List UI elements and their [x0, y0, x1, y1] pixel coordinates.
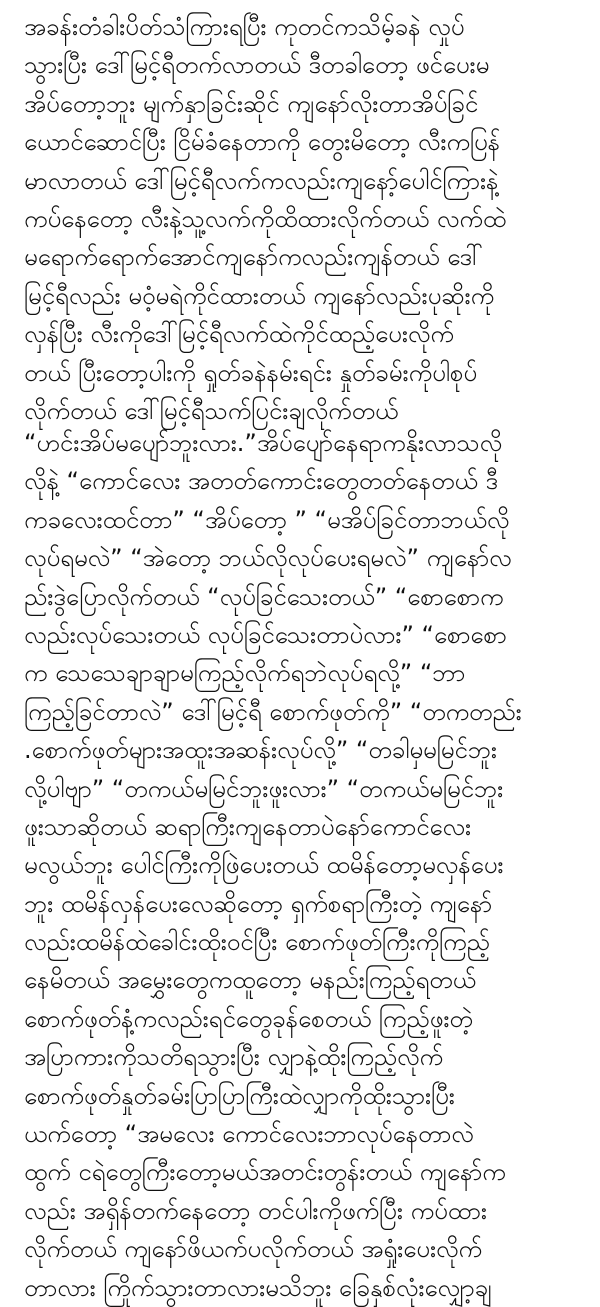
- text-line: အိပ်တော့ဘူး မျက်နှာခြင်းဆိုင် ကျနော်လိုးတာအိပ်ခြင်: [24, 89, 479, 118]
- text-line: ယောင်ဆောင်ပြီး ငြိမ်ခံနေတာကို တွေးမိတော့ လီးကပြန်: [24, 128, 501, 157]
- paragraph: [24, 8, 580, 430]
- text-line: “ဟင်းအိပ်မပျော်ဘူးလား.”အိပ်ပျော်နေရာကနိုးလာသလို: [24, 429, 503, 457]
- text-line: လို့ပါဗျာ” “တကယ်မမြင်ဘူးဖူးလား” “တကယ်မမြင်ဘူး: [24, 774, 504, 803]
- text-line: ယက်တော့ “အမလေး ကောင်လေးဘာလုပ်နေတာလဲ: [24, 1120, 474, 1149]
- text-line: တာလား ကြိုက်သွားတာလားမသိဘူး ခြေနှစ်လုံးလျှော့ချ: [24, 1273, 492, 1302]
- text-line: လိုက်တယ် ဒေါ်မြင့်ရီသက်ပြင်းချလိုက်တယ်: [24, 396, 399, 425]
- text-line: က သေသေချာချာမကြည့်လိုက်ရဘဲလုပ်ရလို့” “ဘာ: [24, 659, 466, 688]
- text-line: သွားပြီး ဒေါ်မြင့်ရီတက်လာတယ် ဒီတခါတော့ ဖင်ပေးမ: [24, 51, 490, 80]
- text-line: မရောက်ရောက်အောင်ကျနော်ကလည်းကျန်တယ် ဒေါ်: [24, 243, 483, 272]
- paragraph: [24, 424, 580, 1307]
- text-line: မလွယ်ဘူး ပေါင်ကြီးကိုဖြဲပေးတယ် ထမိန်တော့မလှန်ပေး: [24, 851, 504, 880]
- text-line: လှန်ပြီး လီးကိုဒေါ်မြင့်ရီလက်ထဲကိုင်ထည့်ပေးလိုက်: [24, 320, 454, 349]
- text-line: ထွက် ငရဲတွေကြီးတော့မယ်အတင်းတွန်းတယ် ကျနော်က: [24, 1158, 506, 1187]
- text-line: တယ် ပြီးတော့ပါးကို ရှုတ်ခနဲနမ်းရင်း နှုတ်ခမ်းကိုပါစုပ်: [24, 358, 478, 387]
- text-line: မာလာတယ် ဒေါ်မြင့်ရီလက်ကလည်းကျနော့်ပေါင်ကြားနဲ့: [24, 166, 499, 195]
- text-line: ဘူး ထမိန်လှန်ပေးလေဆိုတော့ ရှက်စရာကြီးတဲ့ ကျနော်: [24, 889, 493, 918]
- text-line: မြင့်ရီလည်း မဝံ့မရဲကိုင်ထားတယ် ကျနော်လည်းပုဆိုးကို: [24, 281, 495, 310]
- text-line: ကြည့်ခြင်တာလဲ” ဒေါ်မြင့်ရီ စောက်ဖုတ်ကို” “တကတည်း: [24, 697, 522, 726]
- text-line: ကပ်နေတော့ လီးနဲ့သူ့လက်ကိုထိထားလိုက်တယ် လက်ထဲ: [24, 204, 507, 233]
- text-line: အပြာကားကိုသတိရသွားပြီး လျှာနဲ့ထိုးကြည့်လိုက်: [24, 1043, 444, 1072]
- text-line: လည်းထမိန်ထဲခေါင်းထိုးဝင်ပြီး စောက်ဖုတ်ကြီးကိုကြည့်: [24, 928, 490, 957]
- text-line: လိုနဲ့ “ကောင်လေး အတတ်ကောင်းတွေတတ်နေတယ် ဒီ: [24, 467, 498, 496]
- text-line: .စောက်ဖုတ်များအထူးအဆန်းလုပ်လို့” “တခါမှမမြင်ဘူး: [24, 736, 498, 765]
- text-line: နေမိတယ် အမွှေးတွေကထူတော့ မနည်းကြည့်ရတယ်: [24, 966, 476, 995]
- text-line: စောက်ဖုတ်နှုတ်ခမ်းပြာပြာကြီးထဲလျှာကိုထိုးသွားပြီး: [24, 1081, 455, 1110]
- text-line: ကခလေးထင်တာ” “အိပ်တော့ ” “မအိပ်ခြင်တာဘယ်လို: [24, 505, 510, 534]
- text-line: ဖူးသာဆိုတယ် ဆရာကြီးကျနေတာပဲနော်ကောင်လေး: [24, 812, 472, 841]
- text-line: စောက်ဖုတ်နံ့ကလည်းရင်တွေခုန်စေတယ် ကြည့်ဖူးတဲ့: [24, 1004, 473, 1033]
- text-line: လည်း အရှိန်တက်နေတော့ တင်ပါးကိုဖက်ပြီး ကပ်ထား: [24, 1196, 487, 1225]
- text-line: လုပ်ရမလဲ” “အဲတော့ ဘယ်လိုလုပ်ပေးရမလဲ” ကျနော်လ: [24, 544, 512, 573]
- text-line: လည်းလုပ်သေးတယ် လုပ်ခြင်သေးတာပဲလား” “စောစော: [24, 620, 507, 649]
- text-line: လိုက်တယ် ကျနော်ဖိယက်ပလိုက်တယ် အရှုံးပေးလိုက်: [24, 1235, 483, 1264]
- text-line: ည်းဒွဲပြောလိုက်တယ် “လုပ်ခြင်သေးတယ်” “စောစောက: [24, 582, 504, 611]
- text-line: အခန်းတံခါးပိတ်သံကြားရပြီး ကုတင်ကသိမ့်ခနဲ လှုပ်: [24, 13, 465, 41]
